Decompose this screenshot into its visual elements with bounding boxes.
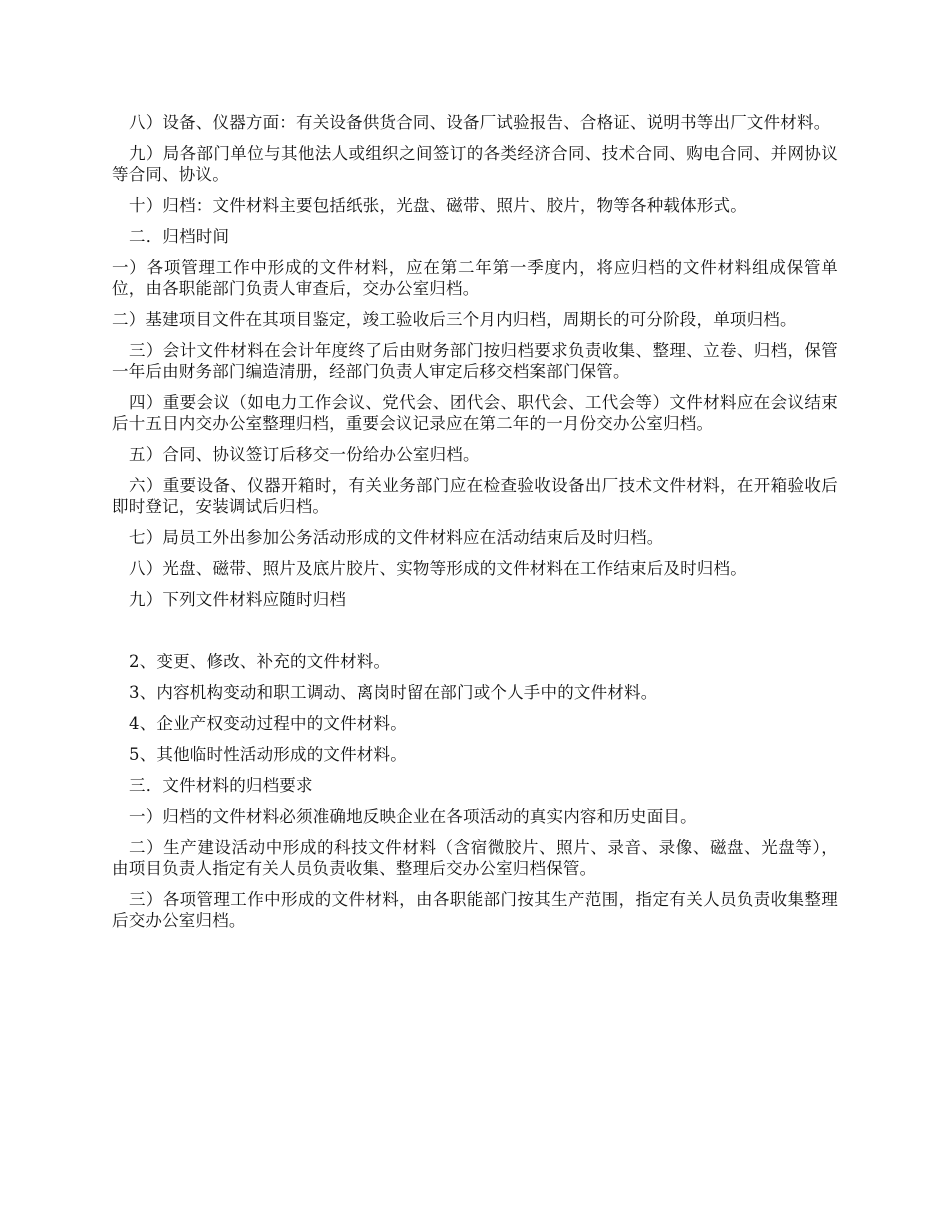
paragraph: 八）设备、仪器方面：有关设备供货合同、设备厂试验报告、合格证、说明书等出厂文件材料。 [129, 113, 831, 132]
paragraph: 二）生产建设活动中形成的科技文件材料（含宿微胶片、照片、录音、录像、磁盘、光盘等），由项目负责人指定有关人员负责收集、整理后交办公室归档保管。 [112, 838, 838, 878]
paragraph: 二）基建项目文件在其项目鉴定，竣工验收后三个月内归档，周期长的可分阶段，单项归档。 [112, 310, 797, 329]
list-item: 3、内容机构变动和职工调动、离岗时留在部门或个人手中的文件材料。 [129, 683, 658, 702]
document-page [112, 112, 838, 941]
paragraph: 三）各项管理工作中形成的文件材料，由各职能部门按其生产范围，指定有关人员负责收集整理后交办公室归档。 [112, 890, 838, 930]
paragraph: 七）局员工外出参加公务活动形成的文件材料应在活动结束后及时归档。 [129, 528, 664, 547]
blank-gap [112, 620, 838, 651]
paragraph: 一）归档的文件材料必须准确地反映企业在各项活动的真实内容和历史面目。 [129, 807, 697, 826]
list-item: 2、变更、修改、补充的文件材料。 [129, 652, 391, 671]
paragraph: 一）各项管理工作中形成的文件材料，应在第二年第一季度内，将应归档的文件材料组成保管单位，由各职能部门负责人审查后，交办公室归档。 [112, 258, 838, 298]
list-item: 5、其他临时性活动形成的文件材料。 [129, 745, 407, 764]
section-heading: 三．文件材料的归档要求 [129, 776, 313, 795]
paragraph: 六）重要设备、仪器开箱时，有关业务部门应在检查验收设备出厂技术文件材料，在开箱验收后即时登记，安装调试后归档。 [112, 476, 838, 516]
paragraph: 五）合同、协议签订后移交一份给办公室归档。 [129, 445, 480, 464]
paragraph: 九）下列文件材料应随时归档 [129, 590, 347, 609]
paragraph: 八）光盘、磁带、照片及底片胶片、实物等形成的文件材料在工作结束后及时归档。 [129, 559, 747, 578]
list-item: 4、企业产权变动过程中的文件材料。 [129, 714, 407, 733]
paragraph: 四）重要会议（如电力工作会议、党代会、团代会、职代会、工代会等）文件材料应在会议结束后十五日内交办公室整理归档，重要会议记录应在第二年的一月份交办公室归档。 [112, 393, 838, 433]
paragraph: 三）会计文件材料在会计年度终了后由财务部门按归档要求负责收集、整理、立卷、归档，保管一年后由财务部门编造清册，经部门负责人审定后移交档案部门保管。 [112, 341, 838, 381]
paragraph: 十）归档：文件材料主要包括纸张，光盘、磁带、照片、胶片，物等各种载体形式。 [129, 196, 747, 215]
paragraph: 九）局各部门单位与其他法人或组织之间签订的各类经济合同、技术合同、购电合同、并网协议等合同、协议。 [112, 144, 838, 184]
section-heading: 二．归档时间 [129, 227, 230, 246]
